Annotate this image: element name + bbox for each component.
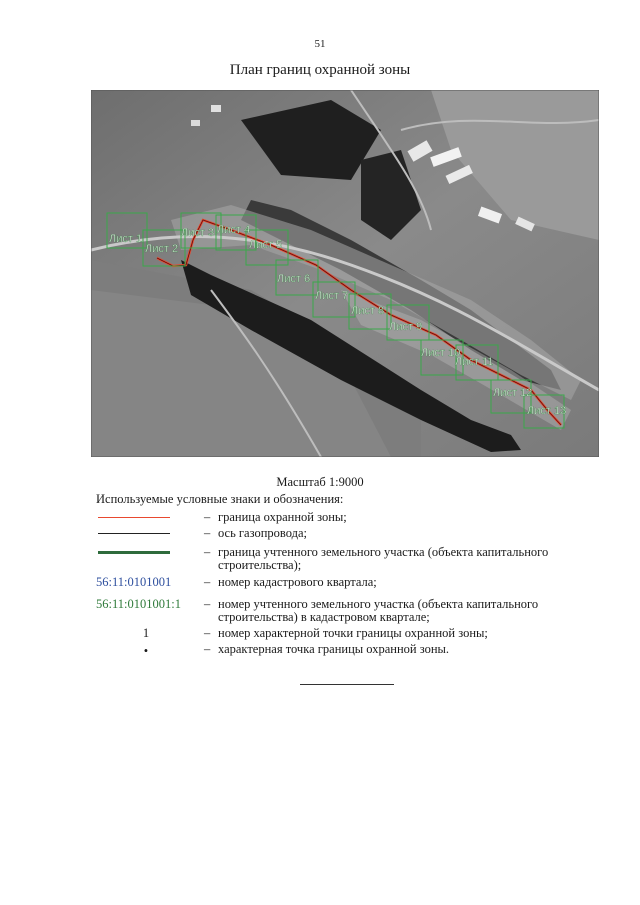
sheet-label: Лист 2 [145,243,179,255]
sheet-label: Лист 13 [527,405,567,417]
sheet-label: Лист 7 [315,290,349,302]
cadastral-quarter-symbol: 56:11:0101001 [96,575,172,589]
sheet-label: Лист 5 [249,239,283,251]
page-number: 51 [314,38,326,50]
aerial-map [91,90,599,457]
sheet-label: Лист 4 [217,224,251,236]
sheet-label: Лист 3 [181,227,215,239]
legend-title: Используемые условные знаки и обозначения: [96,492,344,506]
sheet-label: Лист 12 [493,387,533,399]
sheet-label: Лист 10 [421,347,461,359]
sheet-label: Лист 6 [277,273,311,285]
footer-divider [300,684,394,685]
sheet-label: Лист 1 [109,233,143,245]
map-scale: Масштаб 1:9000 [276,475,364,489]
green-line-symbol [98,551,170,554]
dot-symbol: • [143,644,149,658]
sheet-label: Лист 11 [455,356,494,368]
point-number-symbol: 1 [142,626,150,640]
land-plot-number-symbol: 56:11:0101001:1 [96,597,181,611]
red-line-symbol [98,517,170,518]
page-title: План границ охранной зоны [229,62,411,78]
sheet-label: Лист 9 [389,321,423,333]
sheet-label: Лист 8 [351,305,385,317]
black-line-symbol [98,533,170,534]
